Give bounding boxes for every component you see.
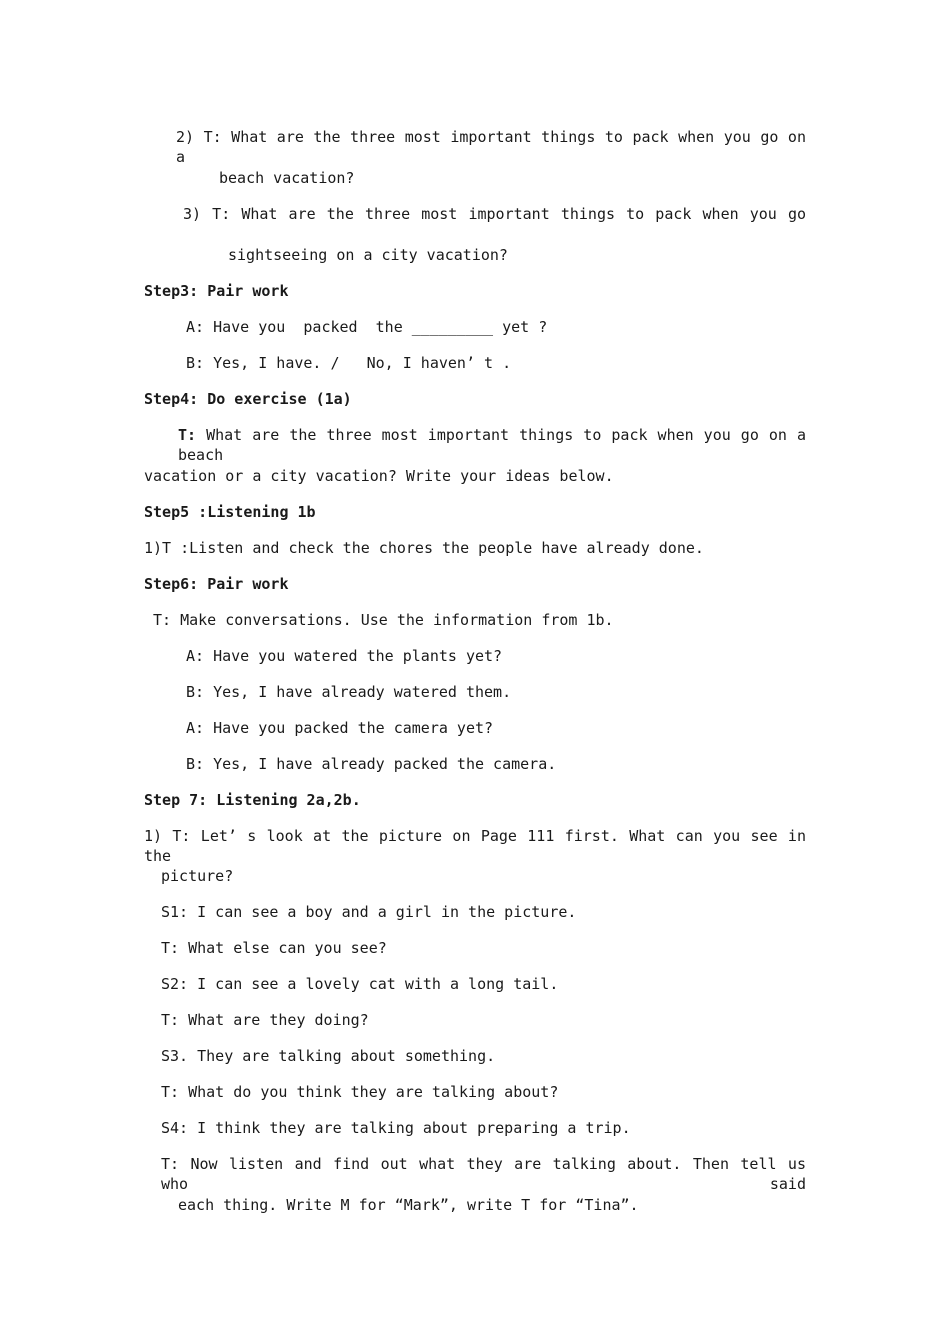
dialogue-t1: T: What else can you see? xyxy=(161,939,387,957)
question-2-line-1: 2) T: What are the three most important things to pack when you go on a xyxy=(176,128,806,166)
step3-heading: Step3: Pair work xyxy=(144,282,289,300)
listening-1b-instruction: 1)T :Listen and check the chores the people have already done. xyxy=(144,539,704,557)
conversation-instruction: T: Make conversations. Use the information from 1b. xyxy=(153,611,614,629)
dialogue-t4-line-1: T: Now listen and find out what they are talking about. Then tell us who said xyxy=(161,1155,806,1193)
step5-heading: Step5 :Listening 1b xyxy=(144,503,316,521)
conversation-line-4: B: Yes, I have already packed the camera. xyxy=(186,755,557,773)
exercise-1a-text: What are the three most important things to pack when you go on a beach xyxy=(178,426,806,464)
pair-work-line-b: B: Yes, I have. / No, I haven’ t . xyxy=(186,354,512,372)
listening-2a-line-2: picture? xyxy=(161,867,234,885)
dialogue-s1: S1: I can see a boy and a girl in the picture. xyxy=(161,903,577,921)
listening-2a-line-1: 1) T: Let’ s look at the picture on Page 111 first. What can you see in the xyxy=(144,827,806,865)
conversation-line-2: B: Yes, I have already watered them. xyxy=(186,683,512,701)
dialogue-s3: S3. They are talking about something. xyxy=(161,1047,496,1065)
question-3-line-1: 3) T: What are the three most important things to pack when you go xyxy=(183,205,806,223)
dialogue-t3: T: What do you think they are talking about? xyxy=(161,1083,559,1101)
conversation-line-3: A: Have you packed the camera yet? xyxy=(186,719,494,737)
teacher-label: T: xyxy=(178,426,197,444)
question-2-line-2: beach vacation? xyxy=(219,169,355,187)
dialogue-s4: S4: I think they are talking about preparing a trip. xyxy=(161,1119,631,1137)
conversation-line-1: A: Have you watered the plants yet? xyxy=(186,647,503,665)
step7-heading: Step 7: Listening 2a,2b. xyxy=(144,791,361,809)
exercise-1a-line-1 xyxy=(178,425,806,465)
dialogue-t4-line-2: each thing. Write M for “Mark”, write T for “Tina”. xyxy=(178,1196,639,1214)
step6-heading: Step6: Pair work xyxy=(144,575,289,593)
pair-work-line-a: A: Have you packed the _________ yet ? xyxy=(186,318,548,336)
dialogue-t2: T: What are they doing? xyxy=(161,1011,369,1029)
question-3-line-2: sightseeing on a city vacation? xyxy=(228,246,508,264)
exercise-1a-line-2: vacation or a city vacation? Write your ideas below. xyxy=(144,467,614,485)
dialogue-s2: S2: I can see a lovely cat with a long tail. xyxy=(161,975,559,993)
step4-heading: Step4: Do exercise (1a) xyxy=(144,390,352,408)
